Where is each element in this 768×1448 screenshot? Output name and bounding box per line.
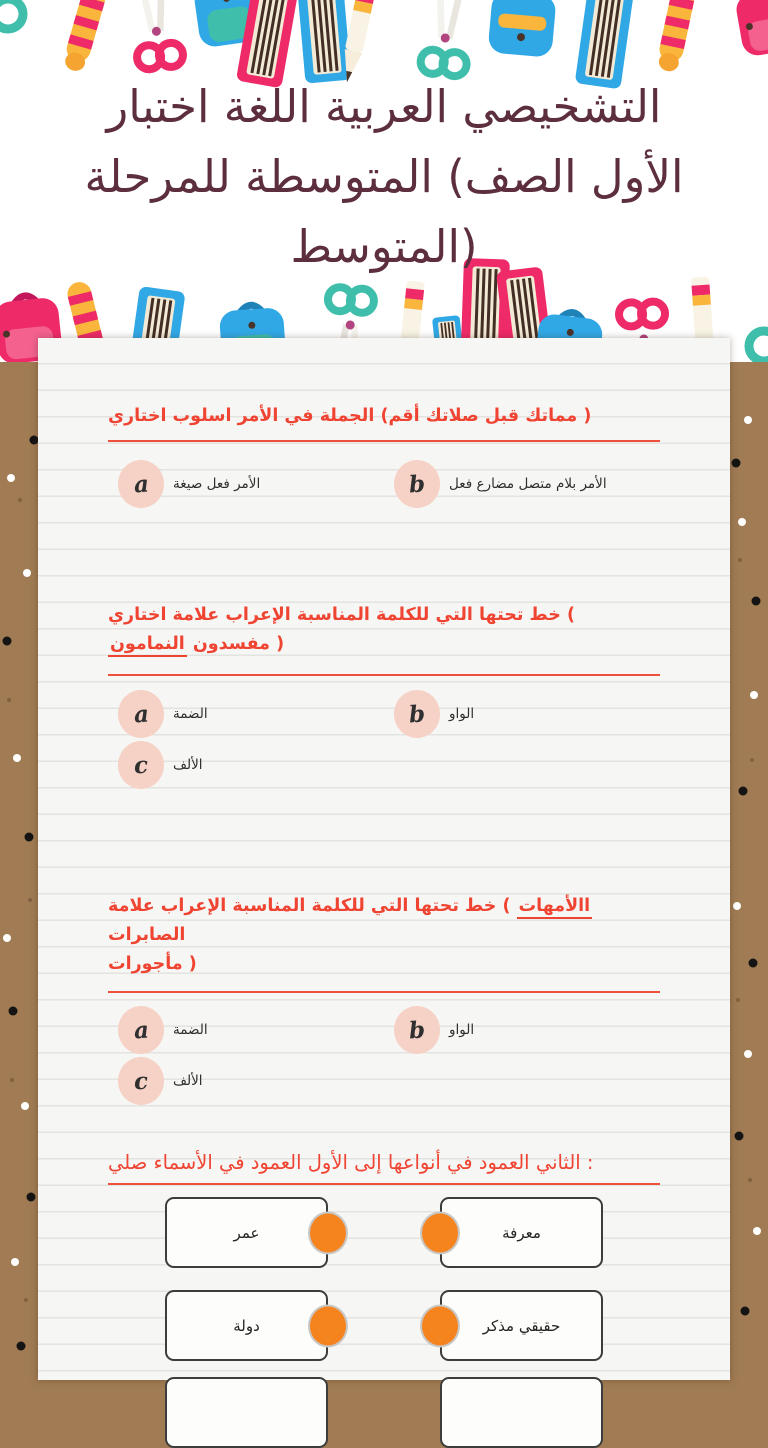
match-item-right[interactable] [440, 1290, 603, 1361]
option-label: صيغة فعل الأمر [173, 476, 261, 492]
crayon-icon [655, 0, 696, 73]
question-1-options [108, 460, 660, 508]
question-1-prompt: اختاري اسلوب الأمر في الجملة (أقم صلاتك قبل مماتك ) [108, 406, 592, 426]
question-1 [108, 402, 660, 508]
worksheet-title [0, 72, 768, 282]
match-row [108, 1197, 660, 1268]
backpack-icon [488, 0, 558, 58]
title-line: المتوسط) [290, 220, 478, 273]
backpack-icon [733, 0, 768, 58]
answer-option-b[interactable] [384, 460, 660, 508]
prompt-text: مأجورات ) [108, 954, 197, 974]
option-label: الألف [173, 1073, 203, 1089]
ring-icon [749, 331, 768, 361]
question-divider [108, 440, 660, 442]
prompt-text: مفسدون ) [192, 634, 285, 654]
option-label: الضمة [173, 1022, 208, 1038]
question-divider [108, 1183, 660, 1185]
title-line: للمرحلة المتوسطة (الصف الأول [84, 150, 684, 203]
question-2-options [108, 690, 660, 789]
question-3-options [108, 1006, 660, 1105]
answer-option-a[interactable] [108, 460, 384, 508]
answer-option-b[interactable] [384, 1006, 660, 1054]
match-item-label: مذكر حقيقي [482, 1316, 561, 1335]
answer-option-b[interactable] [384, 690, 660, 738]
question-4-prompt: صلي الأسماء في العمود الأول إلى أنواعها في العمود الثاني : [108, 1151, 594, 1174]
worksheet-paper [38, 338, 730, 1380]
question-2 [108, 601, 660, 789]
option-letter: a [132, 1016, 150, 1044]
prompt-text: الصابرات [108, 925, 186, 945]
option-letter-bubble[interactable] [394, 460, 440, 508]
option-label: الواو [449, 1022, 475, 1038]
match-row [108, 1290, 660, 1361]
option-label: الضمة [173, 706, 208, 722]
question-2-prompt [108, 601, 660, 659]
question-3 [108, 892, 660, 1105]
match-item-left[interactable] [165, 1290, 328, 1361]
title-line: اختبار اللغة العربية التشخيصي [106, 80, 662, 133]
match-item-left[interactable] [165, 1197, 328, 1268]
option-letter: a [132, 470, 150, 498]
underlined-word: النمامون [108, 634, 187, 657]
option-label: الواو [449, 706, 475, 722]
match-item-label: معرفة [502, 1223, 541, 1242]
option-letter: c [133, 1067, 149, 1095]
match-item-label: عمر [233, 1223, 260, 1242]
answer-option-c[interactable] [108, 741, 384, 789]
option-letter: b [408, 699, 426, 729]
option-letter: a [132, 700, 150, 728]
crayon-icon [61, 0, 108, 74]
match-row-partial [108, 1377, 660, 1448]
option-letter-bubble[interactable] [118, 1057, 164, 1105]
match-connector-dot[interactable] [420, 1304, 460, 1347]
option-letter-bubble[interactable] [118, 460, 164, 508]
prompt-text: اختاري علامة الإعراب المناسبة للكلمة التي تحتها خط ( [108, 605, 575, 625]
option-letter-bubble[interactable] [394, 690, 440, 738]
match-connector-dot[interactable] [308, 1211, 348, 1254]
option-letter: b [408, 469, 426, 499]
option-letter-bubble[interactable] [394, 1006, 440, 1054]
option-letter-bubble[interactable] [118, 1006, 164, 1054]
underlined-word: االأمهات [517, 896, 593, 919]
scissors-icon [128, 0, 184, 70]
match-item-left[interactable] [165, 1377, 328, 1448]
match-item-right[interactable] [440, 1197, 603, 1268]
option-label: فعل مضارع متصل بلام الأمر [449, 476, 607, 492]
option-letter: c [133, 751, 149, 779]
match-connector-dot[interactable] [308, 1304, 348, 1347]
question-divider [108, 674, 660, 676]
question-4 [108, 1148, 660, 1448]
option-label: الألف [173, 757, 203, 773]
worksheet-header [0, 0, 768, 362]
match-item-label: دولة [233, 1316, 260, 1335]
ring-icon [0, 0, 23, 29]
scissors-icon [419, 0, 475, 77]
answer-option-a[interactable] [108, 690, 384, 738]
prompt-text: علامة الإعراب المناسبة للكلمة التي تحتها خط ( [108, 896, 511, 916]
question-3-prompt [108, 892, 660, 979]
answer-option-a[interactable] [108, 1006, 384, 1054]
option-letter-bubble[interactable] [118, 690, 164, 738]
match-item-right[interactable] [440, 1377, 603, 1448]
option-letter-bubble[interactable] [118, 741, 164, 789]
option-letter: b [408, 1015, 426, 1045]
answer-option-c[interactable] [108, 1057, 384, 1105]
match-connector-dot[interactable] [420, 1211, 460, 1254]
question-divider [108, 991, 660, 993]
